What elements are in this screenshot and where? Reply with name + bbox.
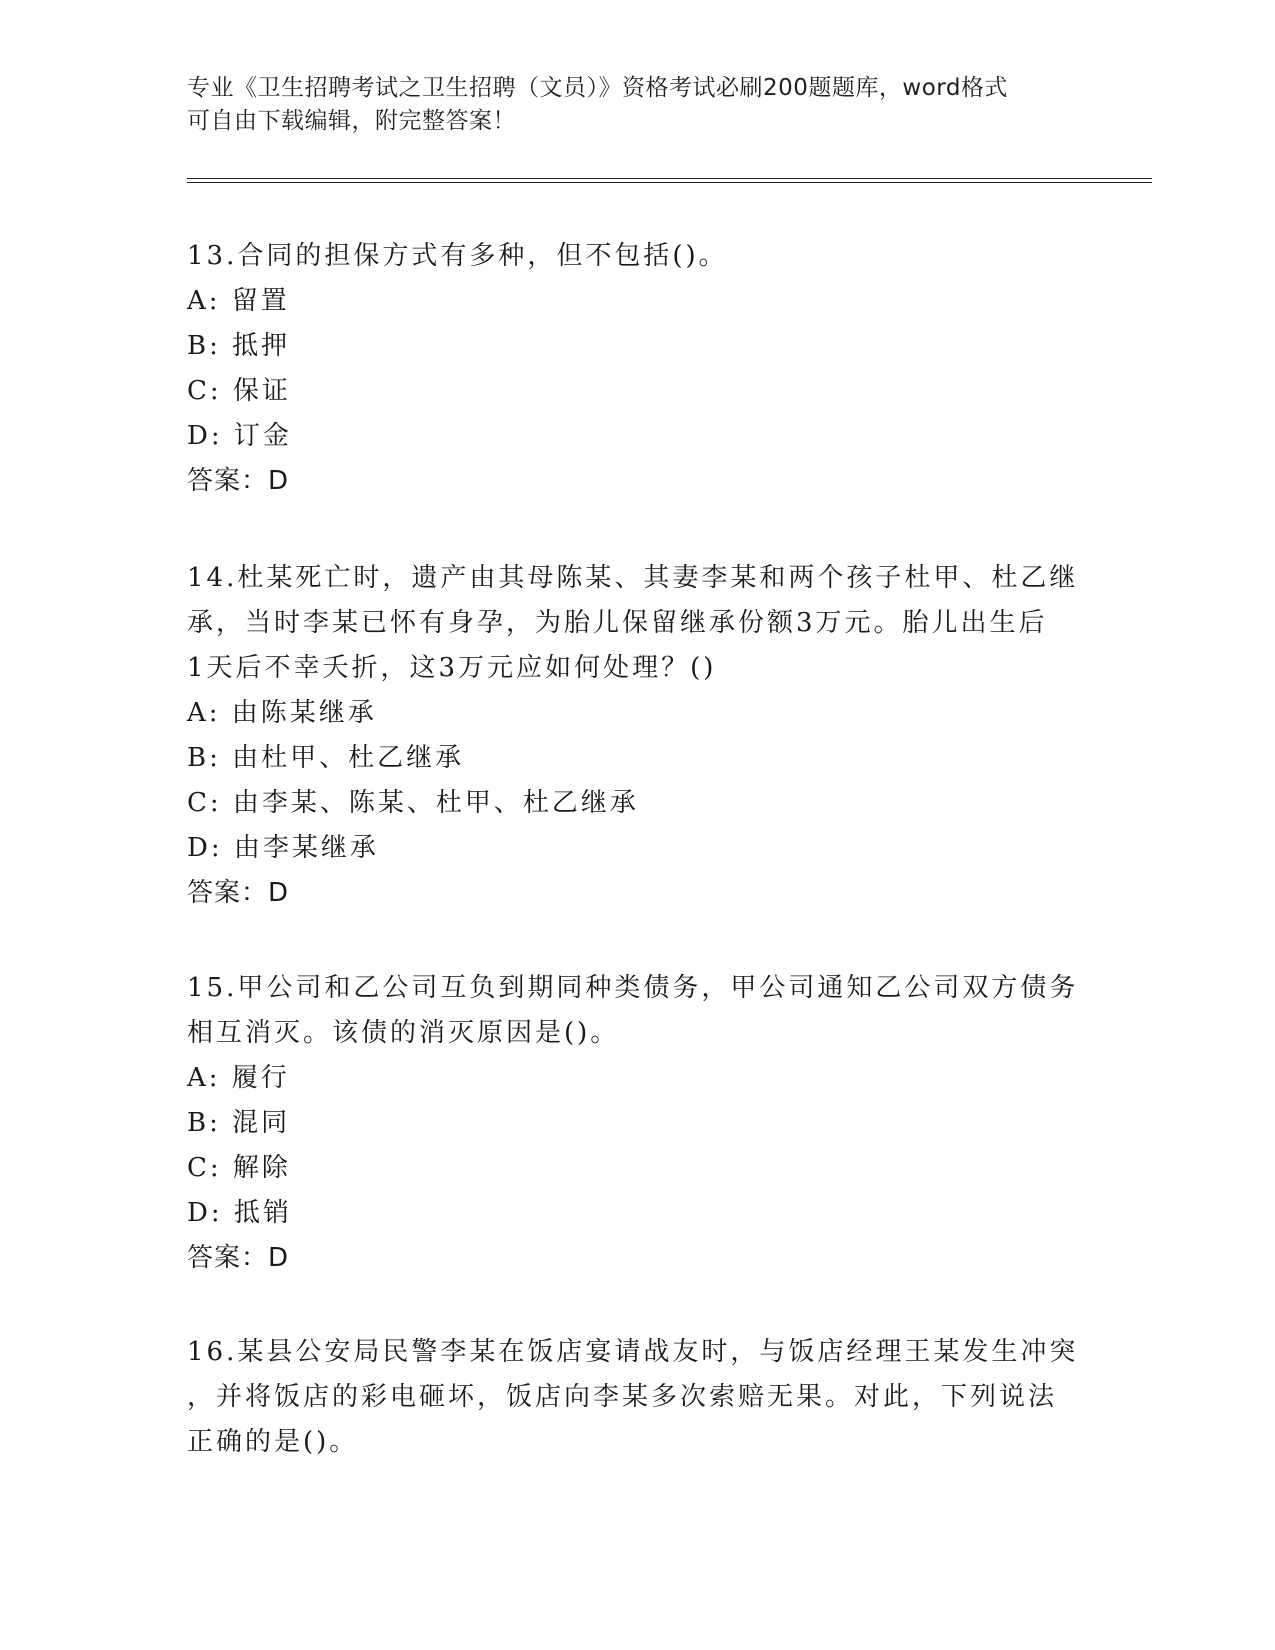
question-stem-line: 承，当时李某已怀有身孕，为胎儿保留继承份额3万元。胎儿出生后 (187, 608, 1048, 638)
question-stem-line: 15.甲公司和乙公司互负到期同种类债务，甲公司通知乙公司双方债务 (187, 973, 1079, 1003)
question-stem-line: 16.某县公安局民警李某在饭店宴请战友时，与饭店经理王某发生冲突 (187, 1337, 1079, 1367)
question-stem-line: 相互消灭。该债的消灭原因是()。 (187, 1018, 620, 1048)
answer: 答案：D (187, 878, 290, 908)
option-b: B: 抵押 (187, 331, 291, 361)
header-line-2: 可自由下载编辑，附完整答案！ (187, 108, 516, 134)
option-b: B: 由杜甲、杜乙继承 (187, 743, 465, 773)
question-stem: 13.合同的担保方式有多种，但不包括()。 (187, 241, 728, 271)
question-stem-line: 正确的是()。 (187, 1427, 359, 1457)
question-stem-line: 14.杜某死亡时，遗产由其母陈某、其妻李某和两个孩子杜甲、杜乙继 (187, 563, 1079, 593)
answer: 答案：D (187, 466, 290, 496)
question-14 (187, 556, 1087, 916)
document-header (187, 72, 1067, 138)
option-a: A: 履行 (187, 1063, 290, 1093)
header-line-1: 专业《卫生招聘考试之卫生招聘（文员）》资格考试必刷200题题库，word格式 (187, 75, 1008, 101)
option-a: A: 由陈某继承 (187, 698, 377, 728)
answer: 答案：D (187, 1243, 290, 1273)
header-divider (187, 178, 1152, 183)
option-c: C: 保证 (187, 376, 291, 406)
question-16 (187, 1330, 1087, 1465)
option-a: A: 留置 (187, 286, 290, 316)
option-d: D: 订金 (187, 421, 292, 451)
option-c: C: 由李某、陈某、杜甲、杜乙继承 (187, 788, 639, 818)
option-b: B: 混同 (187, 1108, 291, 1138)
question-15 (187, 966, 1087, 1281)
question-stem-line: 1天后不幸夭折，这3万元应如何处理？() (187, 653, 717, 683)
option-c: C: 解除 (187, 1153, 291, 1183)
question-13 (187, 234, 1087, 504)
option-d: D: 抵销 (187, 1198, 292, 1228)
option-d: D: 由李某继承 (187, 833, 379, 863)
question-stem-line: ，并将饭店的彩电砸坏，饭店向李某多次索赔无果。对此，下列说法 (187, 1382, 1058, 1412)
